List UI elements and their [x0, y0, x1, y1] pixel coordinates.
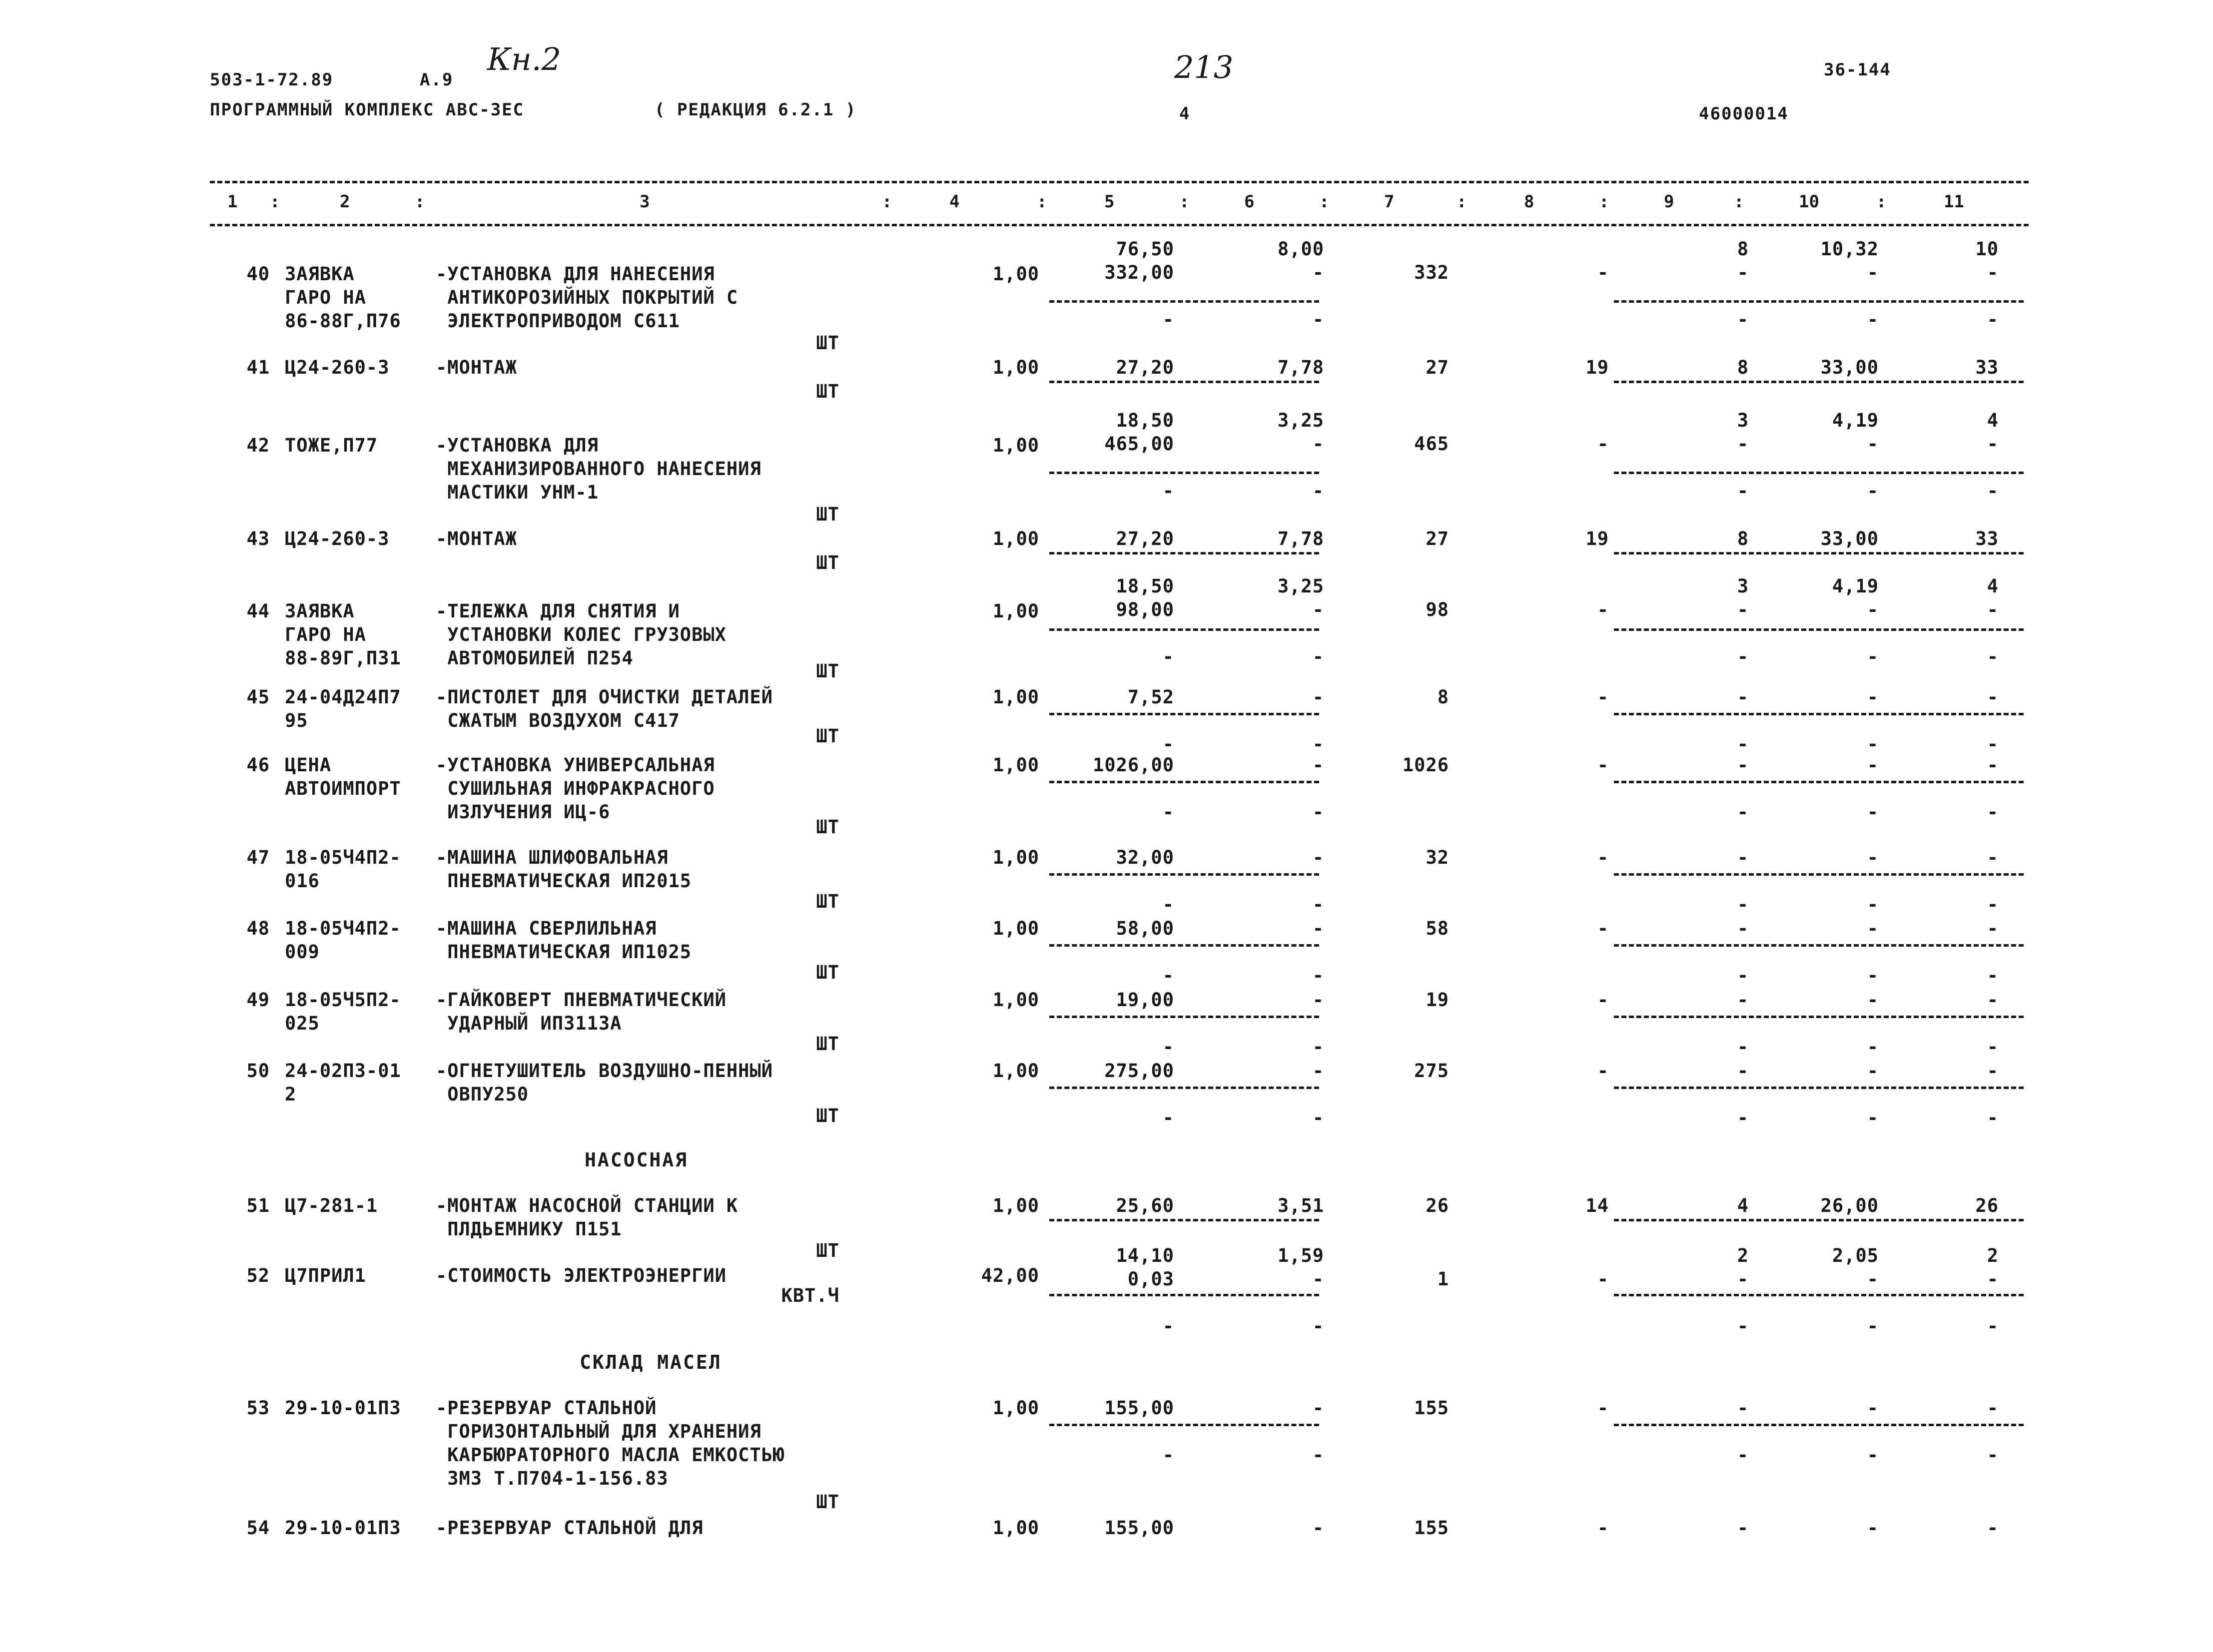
- sub-rule: [1049, 472, 1319, 474]
- row-cost-8: 19: [1585, 528, 1609, 550]
- row-cost-10: 2,05 - -: [1832, 1245, 1879, 1337]
- row-cost-7: 27: [1426, 357, 1449, 378]
- row-price-5: 18,50 98,00 -: [1116, 575, 1174, 667]
- row-code: Ц7-281-1: [285, 1195, 378, 1216]
- row-number: 46: [246, 754, 270, 776]
- row-cost-10: 4,19 - -: [1832, 410, 1879, 502]
- sub-rule: [1049, 781, 1319, 783]
- row-number: 42: [246, 435, 270, 456]
- sub-rule: [1614, 1294, 2024, 1296]
- col-separator: :: [882, 192, 892, 212]
- row-price-5: 27,20: [1116, 357, 1174, 378]
- doc-id: 46000014: [1699, 104, 1789, 124]
- row-code: 18-05Ч4П2- 016: [285, 847, 401, 892]
- row-cost-9: 8: [1737, 357, 1749, 378]
- row-cost-7: 155: [1414, 1517, 1449, 1539]
- row-cost-9: - -: [1737, 989, 1749, 1058]
- sub-rule: [1049, 873, 1319, 876]
- col-header: 1: [227, 192, 238, 212]
- row-cost-8: -: [1597, 918, 1609, 939]
- row-cost-9: 8 - -: [1737, 238, 1749, 330]
- row-number: 45: [246, 686, 270, 708]
- row-name: -МАШИНА ШЛИФОВАЛЬНАЯ ПНЕВМАТИЧЕСКАЯ ИП2015: [436, 847, 692, 892]
- row-unit: ШТ: [816, 1491, 839, 1513]
- row-unit: ШТ: [816, 962, 839, 983]
- col-separator: :: [415, 192, 425, 212]
- row-qty: 1,00: [992, 263, 1039, 285]
- row-code: 18-05Ч4П2- 009: [285, 918, 401, 963]
- row-unit: ШТ: [816, 1033, 839, 1055]
- col-separator: :: [1734, 192, 1744, 212]
- row-name: -СТОИМОСТЬ ЭЛЕКТРОЭНЕРГИИ: [436, 1265, 727, 1286]
- row-price-6: 8,00 - -: [1277, 238, 1324, 330]
- col-separator: :: [270, 192, 280, 212]
- row-code: Ц24-260-3: [285, 528, 390, 550]
- section-title-pump: НАСОСНАЯ: [585, 1149, 689, 1171]
- row-qty: 1,00: [992, 1195, 1039, 1216]
- row-cost-9: - -: [1737, 847, 1749, 915]
- row-cost-8: -: [1597, 754, 1609, 776]
- row-cost-11: 4 - -: [1987, 410, 1999, 502]
- row-qty: 1,00: [992, 357, 1039, 378]
- row-cost-9: 4: [1737, 1195, 1749, 1216]
- col-header: 10: [1799, 192, 1819, 212]
- row-unit: ШТ: [816, 1240, 839, 1261]
- row-cost-11: 10 - -: [1975, 238, 1999, 330]
- row-unit: КВТ.Ч: [781, 1285, 839, 1306]
- row-price-6: 7,78: [1277, 357, 1324, 378]
- row-cost-10: 33,00: [1820, 528, 1879, 550]
- row-cost-8: -: [1597, 1060, 1609, 1082]
- row-price-6: -: [1312, 1517, 1324, 1539]
- row-number: 44: [246, 600, 270, 622]
- row-cost-8: -: [1597, 686, 1609, 708]
- row-name: -РЕЗЕРВУАР СТАЛЬНОЙ ГОРИЗОНТАЛЬНЫЙ ДЛЯ ХРАНЕНИЯ КАРБЮРАТОРНОГО МАСЛА ЕМКОСТЬЮ 3М3 Т.П704-1-156.83: [436, 1397, 785, 1489]
- sub-rule: [1049, 713, 1319, 715]
- row-cost-10: 4,19 - -: [1832, 575, 1879, 667]
- row-cost-8: 14: [1585, 1195, 1609, 1216]
- sub-rule: [1049, 1016, 1319, 1018]
- row-cost-11: 4 - -: [1987, 575, 1999, 667]
- sub-rule: [1049, 300, 1319, 303]
- sub-rule: [1614, 628, 2024, 631]
- row-price-5: 58,00 -: [1116, 918, 1174, 986]
- row-price-6: 3,51: [1277, 1195, 1324, 1216]
- row-cost-8: -: [1597, 433, 1609, 455]
- row-name: -МОНТАЖ: [436, 528, 517, 550]
- row-number: 43: [246, 528, 270, 550]
- row-cost-11: - -: [1987, 686, 1999, 755]
- table-top-rule: [210, 181, 2029, 183]
- row-cost-9: 8: [1737, 528, 1749, 550]
- row-qty: 1,00: [992, 528, 1039, 550]
- sub-rule: [1049, 381, 1319, 383]
- col-separator: :: [1179, 192, 1190, 212]
- row-price-5: 18,50 465,00 -: [1104, 410, 1174, 502]
- album-code: А.9: [420, 70, 454, 90]
- row-unit: ШТ: [816, 816, 839, 838]
- row-cost-7: 58: [1426, 918, 1449, 939]
- row-cost-11: -: [1987, 1517, 1999, 1539]
- row-code: 18-05Ч5П2- 025: [285, 989, 401, 1034]
- sub-rule: [1614, 1016, 2024, 1018]
- row-name: -УСТАНОВКА УНИВЕРСАЛЬНАЯ СУШИЛЬНАЯ ИНФРАКРАСНОГО ИЗЛУЧЕНИЯ ИЦ-6: [436, 754, 715, 823]
- row-number: 40: [246, 263, 270, 285]
- row-number: 52: [246, 1265, 270, 1286]
- sub-rule: [1614, 944, 2024, 947]
- sub-rule: [1049, 944, 1319, 947]
- row-qty: 1,00: [992, 435, 1039, 456]
- row-unit: ШТ: [816, 660, 839, 682]
- col-header: 6: [1244, 192, 1255, 212]
- row-cost-7: 1: [1437, 1268, 1449, 1290]
- col-header: 5: [1104, 192, 1115, 212]
- row-cost-11: - -: [1987, 918, 1999, 986]
- row-unit: ШТ: [816, 725, 839, 747]
- col-separator: :: [1457, 192, 1467, 212]
- row-cost-9: - -: [1737, 686, 1749, 755]
- row-code: Ц7ПРИЛ1: [285, 1265, 366, 1286]
- row-cost-9: - -: [1737, 918, 1749, 986]
- row-price-6: - -: [1312, 989, 1324, 1058]
- row-code: Ц24-260-3: [285, 357, 390, 378]
- row-code: 24-04Д24П7 95: [285, 686, 401, 731]
- row-number: 53: [246, 1397, 270, 1419]
- row-cost-9: - -: [1737, 754, 1749, 823]
- row-cost-8: -: [1597, 1517, 1609, 1539]
- book-handwritten: Кн.2: [487, 41, 561, 77]
- col-separator: :: [1876, 192, 1887, 212]
- row-cost-11: - -: [1987, 989, 1999, 1058]
- row-cost-9: 3 - -: [1737, 575, 1749, 667]
- row-qty: 1,00: [992, 918, 1039, 939]
- row-price-5: 275,00 -: [1104, 1060, 1174, 1128]
- col-separator: :: [1037, 192, 1047, 212]
- row-cost-7: 32: [1426, 847, 1449, 868]
- row-cost-10: -: [1867, 1517, 1879, 1539]
- col-separator: :: [1599, 192, 1609, 212]
- row-price-6: - -: [1312, 1397, 1324, 1466]
- row-name: -МОНТАЖ НАСОСНОЙ СТАНЦИИ К ПЛДЬЕМНИКУ П151: [436, 1195, 738, 1240]
- row-cost-7: 155: [1414, 1397, 1449, 1419]
- row-price-6: - -: [1312, 1060, 1324, 1128]
- row-name: -РЕЗЕРВУАР СТАЛЬНОЙ ДЛЯ: [436, 1517, 704, 1539]
- row-cost-9: - -: [1737, 1060, 1749, 1128]
- row-price-6: 1,59 - -: [1277, 1245, 1324, 1337]
- row-cost-10: - -: [1867, 686, 1879, 755]
- row-cost-10: 33,00: [1820, 357, 1879, 378]
- sub-rule: [1049, 552, 1319, 554]
- section-title-oil-storage: СКЛАД МАСЕЛ: [580, 1351, 722, 1373]
- row-price-5: 25,60: [1116, 1195, 1174, 1216]
- row-unit: ШТ: [816, 552, 839, 573]
- row-cost-10: 10,32 - -: [1820, 238, 1879, 330]
- row-cost-9: 3 - -: [1737, 410, 1749, 502]
- row-cost-10: - -: [1867, 754, 1879, 823]
- row-code: ЦЕНА АВТОИМПОРТ: [285, 754, 401, 799]
- row-unit: ШТ: [816, 381, 839, 402]
- row-code: 29-10-01П3: [285, 1517, 401, 1539]
- row-number: 49: [246, 989, 270, 1011]
- row-price-6: - -: [1312, 686, 1324, 755]
- row-name: -УСТАНОВКА ДЛЯ НАНЕСЕНИЯ АНТИКОРОЗИЙНЫХ ПОКРЫТИЙ С ЭЛЕКТРОПРИВОДОМ С611: [436, 263, 738, 332]
- sheet-ref: 36-144: [1824, 60, 1891, 80]
- row-cost-11: 33: [1975, 357, 1999, 378]
- row-cost-11: - -: [1987, 1397, 1999, 1466]
- row-cost-9: - -: [1737, 1397, 1749, 1466]
- row-number: 48: [246, 918, 270, 939]
- row-number: 47: [246, 847, 270, 868]
- row-cost-7: 26: [1426, 1195, 1449, 1216]
- row-qty: 1,00: [992, 754, 1039, 776]
- row-cost-7: 19: [1426, 989, 1449, 1011]
- sub-rule: [1049, 1219, 1319, 1221]
- row-code: ЗАЯВКА ГАРО НА 88-89Г,П31: [285, 600, 401, 669]
- sub-rule: [1614, 381, 2024, 383]
- row-cost-9: 2 - -: [1737, 1245, 1749, 1337]
- row-qty: 1,00: [992, 1517, 1039, 1539]
- col-separator: :: [1319, 192, 1330, 212]
- row-cost-8: -: [1597, 989, 1609, 1011]
- row-price-6: - -: [1312, 847, 1324, 915]
- row-cost-8: -: [1597, 1268, 1609, 1290]
- sub-rule: [1614, 1424, 2024, 1426]
- page-handwritten: 213: [1174, 49, 1234, 85]
- sub-rule: [1049, 1424, 1319, 1426]
- row-code: ЗАЯВКА ГАРО НА 86-88Г,П76: [285, 263, 401, 332]
- sub-rule: [1614, 472, 2024, 474]
- row-cost-7: 27: [1426, 528, 1449, 550]
- row-price-6: 3,25 - -: [1277, 575, 1324, 667]
- row-cost-8: -: [1597, 1397, 1609, 1419]
- row-name: -МОНТАЖ: [436, 357, 517, 378]
- row-cost-11: - -: [1987, 754, 1999, 823]
- col-header: 9: [1664, 192, 1674, 212]
- sub-rule: [1614, 552, 2024, 554]
- row-price-5: 76,50 332,00 -: [1104, 238, 1174, 330]
- row-price-6: 7,78: [1277, 528, 1324, 550]
- row-code: 29-10-01П3: [285, 1397, 401, 1419]
- sub-rule: [1614, 300, 2024, 303]
- row-cost-7: 275: [1414, 1060, 1449, 1082]
- row-cost-11: 26: [1975, 1195, 1999, 1216]
- row-cost-7: 465: [1414, 433, 1449, 455]
- row-number: 41: [246, 357, 270, 378]
- row-cost-10: - -: [1867, 918, 1879, 986]
- row-name: -ТЕЛЕЖКА ДЛЯ СНЯТИЯ И УСТАНОВКИ КОЛЕС ГРУЗОВЫХ АВТОМОБИЛЕЙ П254: [436, 600, 727, 669]
- row-cost-11: - -: [1987, 1060, 1999, 1128]
- row-price-5: 155,00 -: [1104, 1397, 1174, 1466]
- row-cost-8: 19: [1585, 357, 1609, 378]
- row-cost-7: 8: [1437, 686, 1449, 708]
- row-qty: 1,00: [992, 847, 1039, 868]
- row-qty: 1,00: [992, 686, 1039, 708]
- row-price-6: - -: [1312, 918, 1324, 986]
- row-qty: 1,00: [992, 1397, 1039, 1419]
- row-number: 50: [246, 1060, 270, 1082]
- row-unit: ШТ: [816, 504, 839, 525]
- row-name: -ОГНЕТУШИТЕЛЬ ВОЗДУШНО-ПЕННЫЙ ОВПУ250: [436, 1060, 773, 1105]
- row-code: ТОЖЕ,П77: [285, 435, 378, 456]
- row-cost-8: -: [1597, 847, 1609, 868]
- row-qty: 42,00: [981, 1265, 1039, 1286]
- col-header: 2: [340, 192, 350, 212]
- header-bottom-rule: [210, 224, 2029, 226]
- row-qty: 1,00: [992, 989, 1039, 1011]
- sub-rule: [1614, 1087, 2024, 1089]
- row-qty: 1,00: [992, 600, 1039, 622]
- sub-rule: [1614, 873, 2024, 876]
- row-cost-8: -: [1597, 599, 1609, 620]
- row-cost-10: - -: [1867, 989, 1879, 1058]
- row-code: 24-02П3-01 2: [285, 1060, 401, 1105]
- row-name: -ГАЙКОВЕРТ ПНЕВМАТИЧЕСКИЙ УДАРНЫЙ ИП3113А: [436, 989, 727, 1034]
- row-price-6: - -: [1312, 754, 1324, 823]
- row-price-5: 7,52 -: [1127, 686, 1174, 755]
- sub-rule: [1614, 1219, 2024, 1221]
- row-cost-11: 2 - -: [1987, 1245, 1999, 1337]
- col-header: 3: [640, 192, 650, 212]
- row-cost-7: 332: [1414, 262, 1449, 283]
- doc-code: 503-1-72.89: [210, 70, 334, 90]
- row-cost-10: - -: [1867, 1060, 1879, 1128]
- row-name: -ПИСТОЛЕТ ДЛЯ ОЧИСТКИ ДЕТАЛЕЙ СЖАТЫМ ВОЗДУХОМ С417: [436, 686, 773, 731]
- row-price-5: 32,00 -: [1116, 847, 1174, 915]
- sub-rule: [1614, 781, 2024, 783]
- row-qty: 1,00: [992, 1060, 1039, 1082]
- row-price-5: 27,20: [1116, 528, 1174, 550]
- row-price-5: 14,10 0,03 -: [1116, 1245, 1174, 1337]
- edition: ( РЕДАКЦИЯ 6.2.1 ): [655, 100, 857, 120]
- sub-rule: [1049, 1294, 1319, 1296]
- row-name: -УСТАНОВКА ДЛЯ МЕХАНИЗИРОВАННОГО НАНЕСЕНИЯ МАСТИКИ УНМ-1: [436, 435, 761, 503]
- row-unit: ШТ: [816, 332, 839, 354]
- col-header: 7: [1384, 192, 1395, 212]
- row-number: 54: [246, 1517, 270, 1539]
- row-cost-9: -: [1737, 1517, 1749, 1539]
- col-header: 8: [1524, 192, 1534, 212]
- program-title: ПРОГРАММНЫЙ КОМПЛЕКС АВС-3ЕС: [210, 100, 525, 120]
- row-cost-7: 98: [1426, 599, 1449, 620]
- row-cost-10: 26,00: [1820, 1195, 1879, 1216]
- sub-rule: [1614, 713, 2024, 715]
- row-price-5: 155,00: [1104, 1517, 1174, 1539]
- row-price-6: 3,25 - -: [1277, 410, 1324, 502]
- page-number: 4: [1179, 104, 1191, 124]
- row-cost-8: -: [1597, 262, 1609, 283]
- sub-rule: [1049, 1087, 1319, 1089]
- col-header: 4: [949, 192, 960, 212]
- row-unit: ШТ: [816, 891, 839, 912]
- row-cost-10: - -: [1867, 1397, 1879, 1466]
- row-name: -МАШИНА СВЕРЛИЛЬНАЯ ПНЕВМАТИЧЕСКАЯ ИП1025: [436, 918, 692, 963]
- row-cost-11: 33: [1975, 528, 1999, 550]
- row-price-5: 19,00 -: [1116, 989, 1174, 1058]
- col-header: 11: [1944, 192, 1964, 212]
- sub-rule: [1049, 628, 1319, 631]
- row-cost-10: - -: [1867, 847, 1879, 915]
- row-cost-7: 1026: [1402, 754, 1449, 776]
- row-unit: ШТ: [816, 1105, 839, 1126]
- row-number: 51: [246, 1195, 270, 1216]
- row-price-5: 1026,00 -: [1093, 754, 1174, 823]
- row-cost-11: - -: [1987, 847, 1999, 915]
